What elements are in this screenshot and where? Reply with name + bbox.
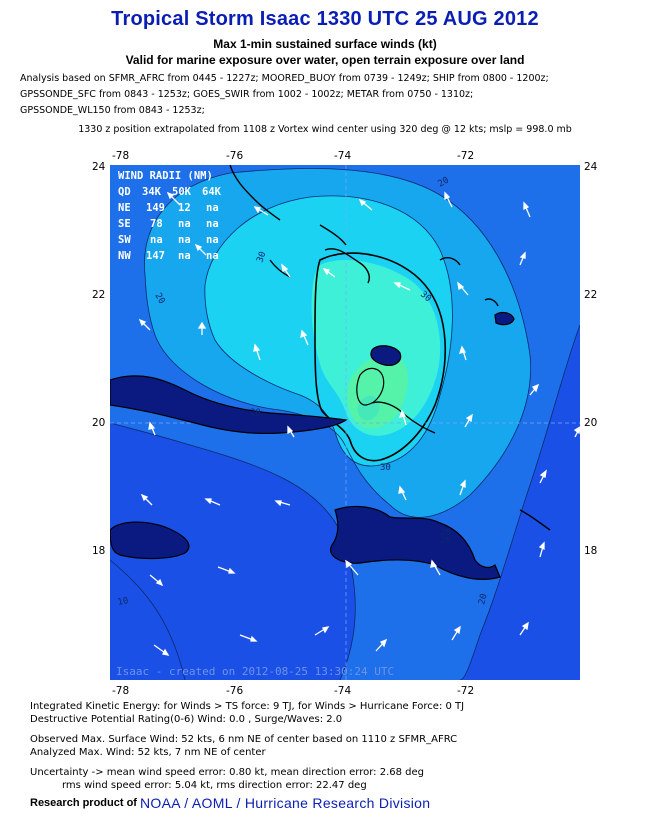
lat-tick-right: 22 xyxy=(584,289,598,301)
contour-label: 20 xyxy=(440,536,451,546)
wind-radii-cell: na xyxy=(206,202,219,214)
lat-tick-right: 24 xyxy=(584,161,598,173)
destructive-potential-line: Destructive Potential Rating(0-6) Wind: 0.0 , Surge/Waves: 2.0 xyxy=(30,714,343,725)
wind-radii-cell: SE xyxy=(118,218,131,230)
contour-label: 20 xyxy=(152,291,167,306)
contour-label: 10 xyxy=(116,596,130,608)
uncertainty-line-2: rms wind speed error: 5.04 kt, rms direction error: 22.47 deg xyxy=(62,780,367,791)
lat-tick-left: 20 xyxy=(92,417,106,429)
contour-label: 30 xyxy=(418,289,433,305)
contour-label: 20 xyxy=(440,528,451,538)
wind-radii-cell: 12 xyxy=(178,202,191,214)
lon-tick-bottom: -78 xyxy=(112,685,130,697)
ike-line: Integrated Kinetic Energy: for Winds > TS force: 9 TJ, for Winds > Hurricane Force: 0 TJ xyxy=(30,701,465,712)
subtitle-line-1: Max 1-min sustained surface winds (kt) xyxy=(213,37,437,51)
subtitle-line-2: Valid for marine exposure over water, open terrain exposure over land xyxy=(125,53,525,67)
contour-label: 20 xyxy=(477,592,490,606)
caicos-landmass xyxy=(495,312,514,324)
contour-label: 30 xyxy=(380,463,391,473)
wind-radii-cell: na xyxy=(206,218,219,230)
wind-radii-cell: na xyxy=(178,250,191,262)
lat-tick-right: 20 xyxy=(584,417,598,429)
wind-field-map xyxy=(110,165,580,680)
wind-radii-cell: 147 xyxy=(146,250,165,262)
wind-radii-cell: NE xyxy=(118,202,131,214)
lon-tick-bottom: -72 xyxy=(457,685,475,697)
lon-tick-bottom: -74 xyxy=(334,685,352,697)
created-watermark: Isaac - created on 2012-08-25 13:30:24 UTC xyxy=(116,665,395,678)
title: Tropical Storm Isaac 1330 UTC 25 AUG 2012 xyxy=(111,8,539,30)
position-note: 1330 z position extrapolated from 1108 z Vortex wind center using 320 deg @ 12 kts; mslp = 998.0 mb xyxy=(78,124,572,135)
analysis-line-3: GPSSONDE_WL150 from 0843 - 1253z; xyxy=(20,105,205,116)
lon-tick-top: -74 xyxy=(334,150,352,162)
wind-radii-cell: SW xyxy=(118,234,131,246)
analysis-line-1: Analysis based on SFMR_AFRC from 0445 - 1227z; MOORED_BUOY from 0739 - 1249z; SHIP from 0800 - 1200z; xyxy=(20,73,549,84)
lat-tick-left: 24 xyxy=(92,161,106,173)
lat-tick-right: 18 xyxy=(584,545,598,557)
wind-radii-header-64k: 64K xyxy=(202,186,221,198)
contour-label: 30 xyxy=(255,250,269,265)
analysis-line-2: GPSSONDE_SFC from 0843 - 1253z; GOES_SWIR from 1002 - 1002z; METAR from 0750 - 1310z; xyxy=(20,89,474,100)
contour-label: 20 xyxy=(436,175,451,190)
wind-radii-cell: na xyxy=(206,250,219,262)
wind-radii-cell: NW xyxy=(118,250,131,262)
wind-radii-cell: na xyxy=(178,234,191,246)
wind-radii-cell: na xyxy=(150,234,163,246)
lat-tick-left: 18 xyxy=(92,545,106,557)
uncertainty-line-1: Uncertainty -> mean wind speed error: 0.80 kt, mean direction error: 2.68 deg xyxy=(30,767,425,778)
wind-radii-title: WIND RADII (NM) xyxy=(118,170,213,182)
wind-radii-cell: na xyxy=(206,234,219,246)
contour-label: 20 xyxy=(250,408,261,418)
research-product-label: Research product of xyxy=(30,797,137,809)
noaa-aoml-hrd-credit: NOAA / AOML / Hurricane Research Division xyxy=(140,795,431,811)
lon-tick-top: -72 xyxy=(457,150,475,162)
wind-radii-cell: 149 xyxy=(146,202,165,214)
wind-radii-header-qd: QD xyxy=(118,186,131,198)
lon-tick-bottom: -76 xyxy=(226,685,244,697)
wind-radii-header-50k: 50K xyxy=(172,186,191,198)
analyzed-max-wind-line: Analyzed Max. Wind: 52 kts, 7 nm NE of center xyxy=(30,747,266,758)
wind-radii-cell: 78 xyxy=(150,218,163,230)
wind-radii-header-34k: 34K xyxy=(142,186,161,198)
wind-radii-cell: na xyxy=(178,218,191,230)
lat-tick-left: 22 xyxy=(92,289,106,301)
wind-field-svg xyxy=(110,165,580,680)
lon-tick-top: -76 xyxy=(226,150,244,162)
observed-max-wind-line: Observed Max. Surface Wind: 52 kts, 6 nm NE of center based on 1110 z SFMR_AFRC xyxy=(30,734,458,745)
lon-tick-top: -78 xyxy=(112,150,130,162)
